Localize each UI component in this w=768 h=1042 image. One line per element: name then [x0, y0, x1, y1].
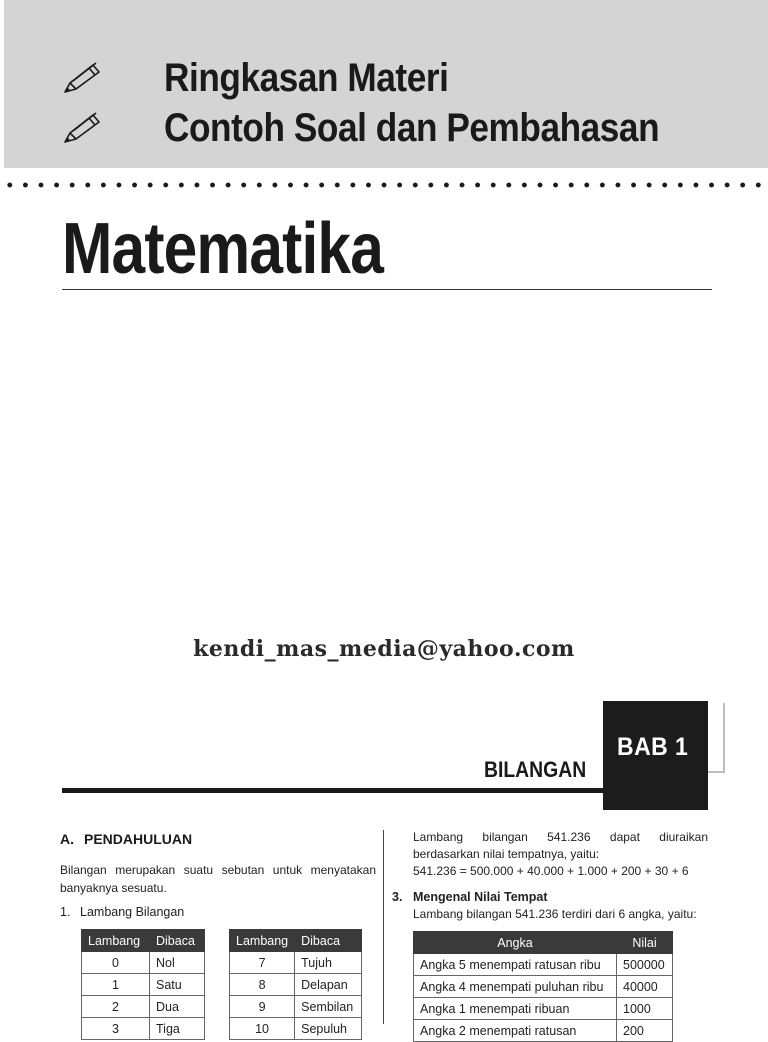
intro-paragraph: Bilangan merupakan suatu sebutan untuk menyatakan banyaknya sesuatu. — [60, 863, 376, 895]
table-cell: 1000 — [617, 998, 673, 1020]
place-value-table — [413, 931, 673, 1042]
title-rule — [62, 289, 712, 290]
header-item-examples — [62, 104, 727, 152]
subsection-title: Mengenal Nilai Tempat — [413, 890, 548, 904]
section-title: PENDAHULUAN — [84, 831, 193, 847]
subsection-number: 1. — [60, 905, 71, 919]
table-cell: Tujuh — [295, 952, 362, 974]
table-cell: Tiga — [150, 1018, 205, 1040]
table-row — [82, 974, 205, 996]
subsection-description: Lambang bilangan 541.236 terdiri dari 6 angka, yaitu: — [413, 907, 697, 921]
table-row — [230, 1018, 362, 1040]
table-cell: Dua — [150, 996, 205, 1018]
table-header: Lambang — [82, 930, 150, 952]
page-title: Matematika — [62, 209, 384, 289]
section-heading — [60, 831, 192, 847]
section-number: A. — [60, 831, 74, 847]
table-header: Dibaca — [150, 930, 205, 952]
decomposition-intro: Lambang bilangan 541.236 dapat diuraikan berdasarkan nilai tempatnya, yaitu: — [413, 830, 708, 861]
table-cell: Angka 4 menempati puluhan ribu — [414, 976, 617, 998]
symbol-table-b — [229, 929, 362, 1040]
table-cell: 1 — [82, 974, 150, 996]
table-cell: Sepuluh — [295, 1018, 362, 1040]
decomposition-equation: 541.236 = 500.000 + 40.000 + 1.000 + 200 + 30 + 6 — [413, 864, 689, 878]
header-item-summary — [62, 54, 487, 102]
table-row — [230, 952, 362, 974]
table-row — [82, 996, 205, 1018]
table-row — [414, 976, 673, 998]
dotted-divider — [0, 180, 768, 190]
table-cell: 7 — [230, 952, 295, 974]
table-cell: 9 — [230, 996, 295, 1018]
table-header: Nilai — [617, 932, 673, 954]
subsection-title: Lambang Bilangan — [80, 905, 185, 919]
chapter-badge-label: BAB 1 — [617, 733, 689, 761]
table-cell: 10 — [230, 1018, 295, 1040]
header-item-label: Ringkasan Materi — [164, 55, 449, 100]
table-cell: Delapan — [295, 974, 362, 996]
table-row — [414, 954, 673, 976]
decomposition-paragraph — [413, 829, 708, 880]
header-item-label: Contoh Soal dan Pembahasan — [164, 105, 660, 150]
table-row — [82, 1018, 205, 1040]
column-divider — [383, 830, 384, 1024]
table-header: Lambang — [230, 930, 295, 952]
table-cell: 200 — [617, 1020, 673, 1042]
chapter-name: BILANGAN — [484, 757, 587, 782]
table-row — [82, 952, 205, 974]
table-cell: 0 — [82, 952, 150, 974]
subsection-heading — [392, 890, 548, 904]
table-cell: Angka 2 menempati ratusan — [414, 1020, 617, 1042]
table-row — [414, 998, 673, 1020]
table-cell: 8 — [230, 974, 295, 996]
symbol-table-a — [81, 929, 205, 1040]
pencil-icon — [62, 111, 106, 145]
subsection-number: 3. — [392, 890, 403, 904]
table-cell: 2 — [82, 996, 150, 1018]
contact-email[interactable]: kendi_mas_media@yahoo.com — [193, 636, 575, 662]
table-cell: Nol — [150, 952, 205, 974]
table-cell: 40000 — [617, 976, 673, 998]
table-header: Angka — [414, 932, 617, 954]
table-cell: Angka 1 menempati ribuan — [414, 998, 617, 1020]
chapter-badge — [603, 701, 708, 810]
chapter-rule — [62, 788, 604, 793]
subsection-heading — [60, 905, 184, 919]
table-cell: 500000 — [617, 954, 673, 976]
table-cell: Angka 5 menempati ratusan ribu — [414, 954, 617, 976]
table-cell: Satu — [150, 974, 205, 996]
table-row — [230, 996, 362, 1018]
table-row — [414, 1020, 673, 1042]
table-cell: 3 — [82, 1018, 150, 1040]
table-cell: Sembilan — [295, 996, 362, 1018]
pencil-icon — [62, 61, 106, 95]
table-row — [230, 974, 362, 996]
table-header: Dibaca — [295, 930, 362, 952]
